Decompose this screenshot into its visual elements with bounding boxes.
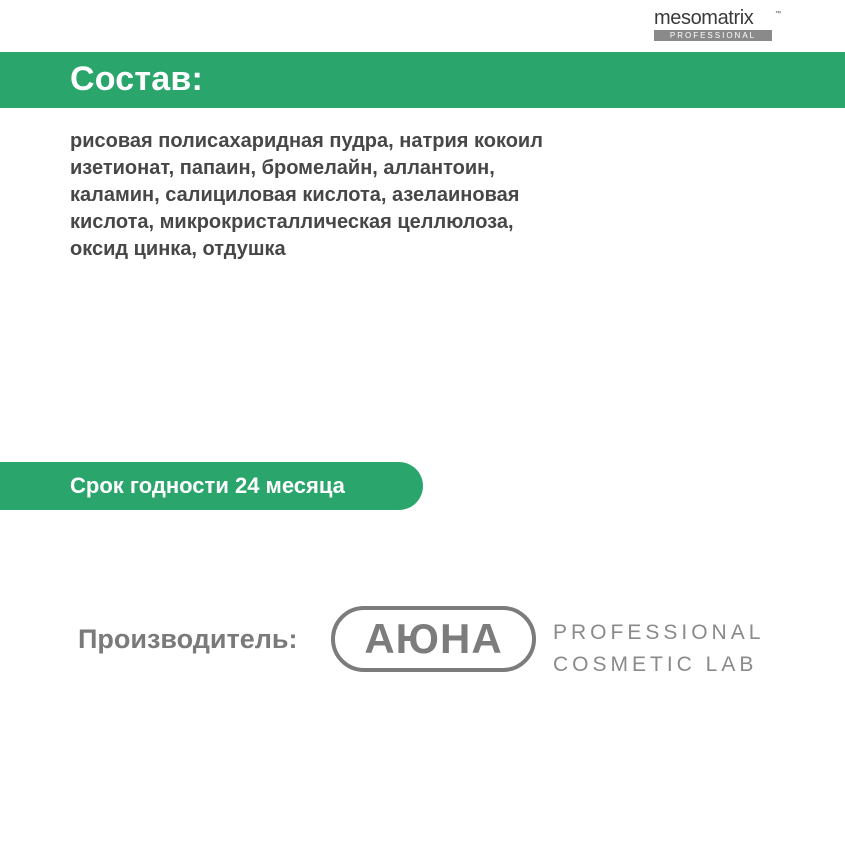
- shelf-life-badge: [0, 462, 423, 510]
- composition-line: рисовая полисахаридная пудра, натрия кокоил: [70, 130, 543, 152]
- composition-heading-band: [0, 52, 845, 108]
- composition-line: кислота, микрокристаллическая целлюлоза,: [70, 211, 514, 233]
- manufacturer-label: Производитель:: [78, 624, 298, 654]
- composition-line: каламин, салициловая кислота, азелаиновая: [70, 184, 520, 206]
- brand-logo: [654, 7, 781, 41]
- manufacturer-tagline-line: COSMETIC LAB: [553, 653, 758, 676]
- manufacturer-logo-text: АЮНА: [364, 615, 503, 662]
- manufacturer-logo: [331, 606, 536, 672]
- brand-name: mesomatrix: [654, 7, 754, 29]
- composition-heading: Состав:: [70, 60, 203, 98]
- brand-trademark: ™: [775, 11, 781, 17]
- brand-subtitle: PROFESSIONAL: [654, 30, 772, 41]
- composition-text: [70, 128, 630, 263]
- shelf-life-text: Срок годности 24 месяца: [70, 473, 345, 498]
- manufacturer-tagline: [553, 617, 764, 681]
- composition-line: изетионат, папаин, бромелайн, аллантоин,: [70, 157, 495, 179]
- composition-line: оксид цинка, отдушка: [70, 238, 286, 260]
- manufacturer-tagline-line: PROFESSIONAL: [553, 621, 765, 644]
